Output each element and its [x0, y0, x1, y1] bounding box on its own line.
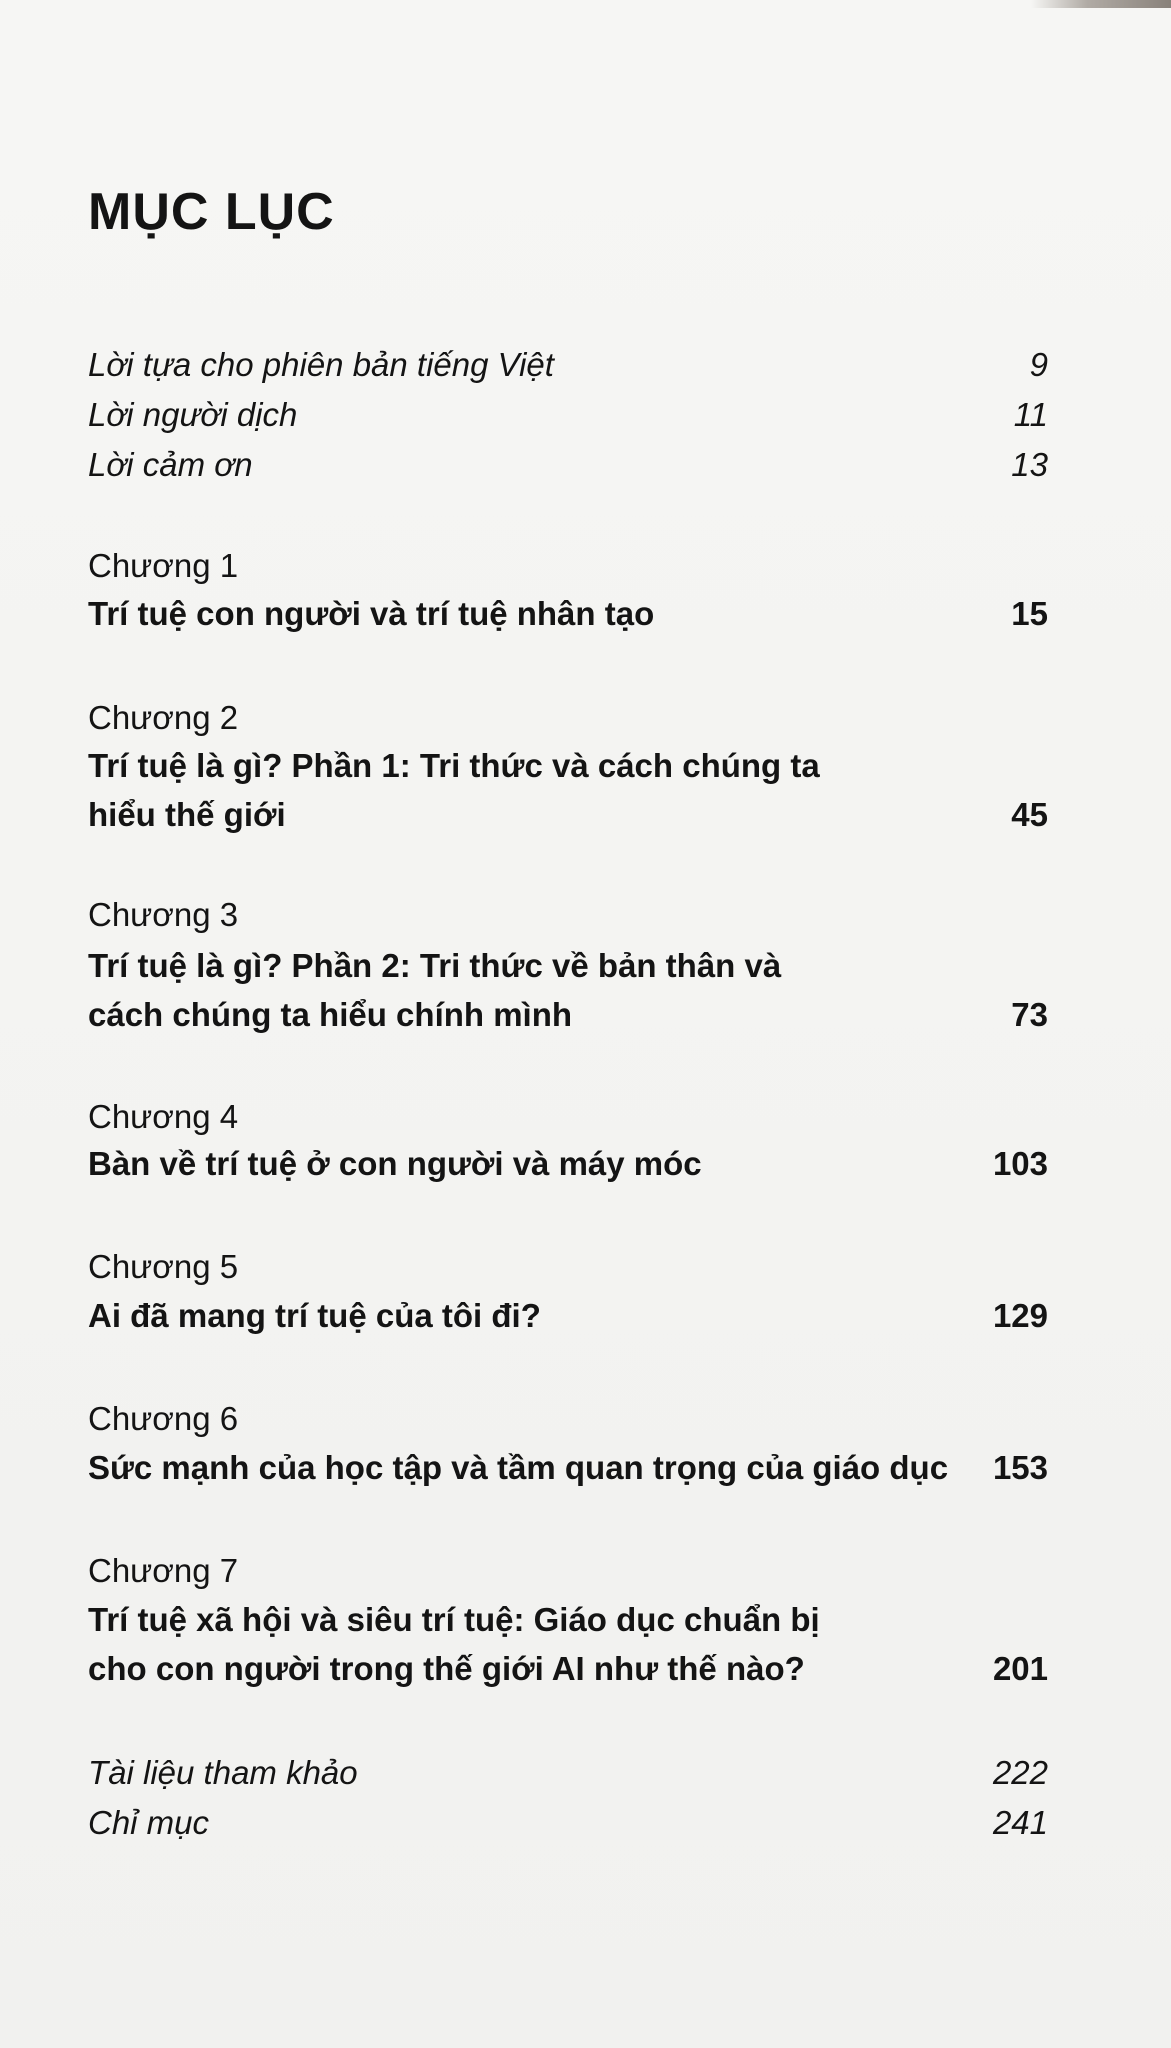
- chapter-page: 15: [1011, 595, 1048, 632]
- toc-entry-back-1[interactable]: [88, 1753, 1048, 1793]
- chapter-label: Chương 7: [88, 1552, 239, 1589]
- chapter-title-line: Bàn về trí tuệ ở con người và máy móc: [88, 1145, 702, 1182]
- chapter-page: 129: [992, 1297, 1048, 1334]
- toc-entry-back-2[interactable]: [88, 1803, 1048, 1843]
- chapter-title-line: Trí tuệ xã hội và siêu trí tuệ: Giáo dục chuẩn bị: [88, 1601, 820, 1638]
- chapter-5-title[interactable]: [88, 1296, 1048, 1345]
- toc-entry-front-2[interactable]: [88, 395, 1048, 435]
- toc-entry-label: Chỉ mục: [88, 1804, 210, 1841]
- chapter-6-title[interactable]: [88, 1448, 1048, 1497]
- chapter-title-line: Sức mạnh của học tập và tầm quan trọng của giáo dục: [88, 1449, 949, 1486]
- page-edge-shadow: [1031, 0, 1171, 8]
- chapter-page: 73: [1011, 996, 1048, 1033]
- chapter-page: 153: [992, 1449, 1048, 1486]
- toc-entry-page: 9: [1029, 346, 1048, 383]
- chapter-label: Chương 2: [88, 699, 239, 736]
- chapter-title-line: Ai đã mang trí tuệ của tôi đi?: [88, 1297, 541, 1334]
- toc-entry-front-1[interactable]: [88, 345, 1048, 385]
- chapter-2-title[interactable]: [88, 746, 1048, 844]
- toc-entry-label: Tài liệu tham khảo: [88, 1754, 358, 1791]
- toc-entry-front-3[interactable]: [88, 445, 1048, 485]
- chapter-title-line: hiểu thế giới: [88, 796, 286, 833]
- chapter-label: Chương 5: [88, 1248, 239, 1285]
- toc-entry-label: Lời tựa cho phiên bản tiếng Việt: [88, 346, 554, 383]
- chapter-title-line: Trí tuệ là gì? Phần 2: Tri thức về bản thân và: [88, 947, 782, 984]
- toc-entry-page: 13: [1011, 446, 1048, 483]
- page-title: MỤC LỤC: [88, 183, 335, 241]
- chapter-page: 103: [992, 1145, 1048, 1182]
- chapter-title-line: Trí tuệ là gì? Phần 1: Tri thức và cách chúng ta: [88, 747, 820, 784]
- toc-entry-label: Lời cảm ơn: [88, 446, 253, 483]
- chapter-label: Chương 1: [88, 547, 239, 584]
- chapter-4-title[interactable]: [88, 1144, 1048, 1193]
- chapter-page: 45: [1011, 796, 1048, 833]
- chapter-label: Chương 4: [88, 1098, 239, 1135]
- toc-entry-page: 11: [1013, 396, 1048, 433]
- chapter-title-line: Trí tuệ con người và trí tuệ nhân tạo: [88, 595, 655, 632]
- chapter-title-line: cách chúng ta hiểu chính mình: [88, 996, 573, 1033]
- chapter-7-title[interactable]: [88, 1600, 1048, 1698]
- chapter-title-line: cho con người trong thế giới AI như thế nào?: [88, 1650, 805, 1687]
- toc-entry-page: 222: [992, 1754, 1048, 1791]
- chapter-label: Chương 3: [88, 896, 239, 933]
- toc-entry-label: Lời người dịch: [88, 396, 298, 433]
- toc-entry-page: 241: [992, 1804, 1048, 1841]
- chapter-page: 201: [992, 1650, 1048, 1687]
- chapter-label: Chương 6: [88, 1400, 239, 1437]
- chapter-1-title[interactable]: [88, 594, 1048, 643]
- chapter-3-title[interactable]: [88, 946, 1048, 1044]
